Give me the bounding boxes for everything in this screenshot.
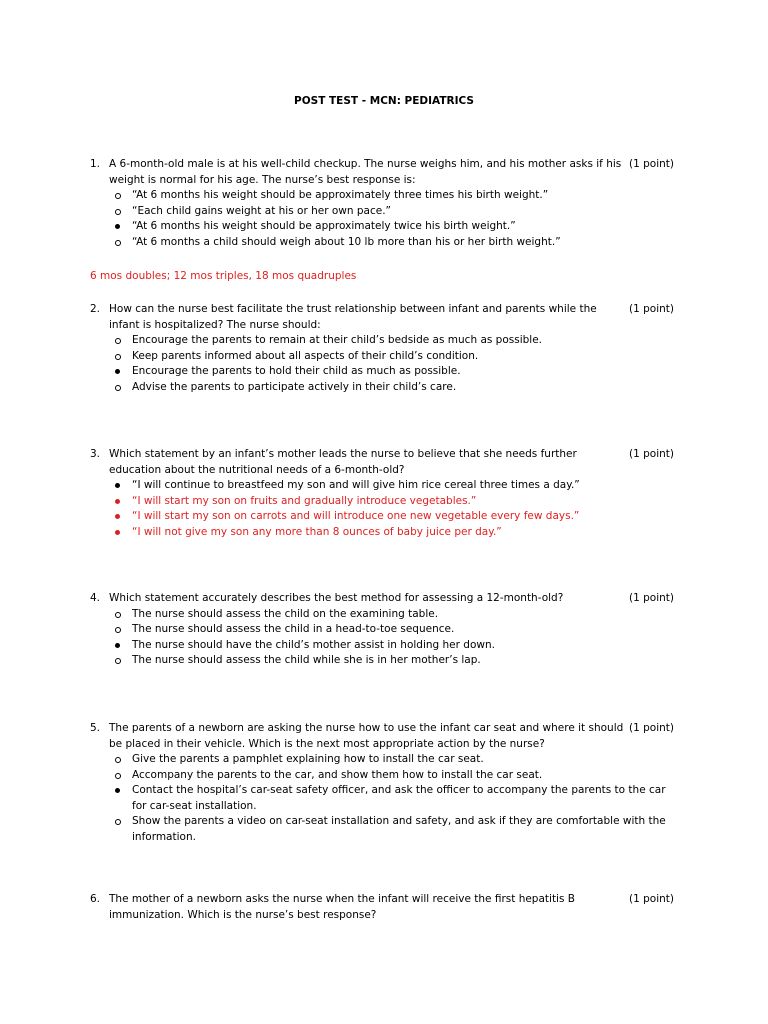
filled-circle-icon bbox=[109, 783, 132, 814]
question-text: How can the nurse best facilitate the trust relationship between infant and parents while the infant is hospitalized? The nurse should: bbox=[109, 303, 597, 331]
answer-text: “At 6 months a child should weigh about 10 lb more than his or her birth weight.” bbox=[132, 235, 561, 248]
question-number: 3. bbox=[90, 448, 101, 460]
answer-text: The nurse should assess the child on the examining table. bbox=[132, 607, 439, 620]
answer-options bbox=[90, 478, 680, 540]
answer-option bbox=[109, 653, 680, 669]
question-number: 2. bbox=[90, 303, 101, 315]
answer-option bbox=[109, 349, 680, 365]
open-circle-icon bbox=[109, 607, 132, 623]
answer-option bbox=[109, 204, 680, 220]
answer-text: Contact the hospital’s car-seat safety officer, and ask the officer to accompany the parents to the car for car-seat installation. bbox=[132, 784, 666, 812]
answer-option bbox=[109, 814, 680, 845]
answer-text: Show the parents a video on car-seat installation and safety, and ask if they are comfortable with the information. bbox=[132, 815, 666, 843]
answer-option-highlighted bbox=[109, 509, 680, 525]
question-points: (1 point) bbox=[629, 303, 674, 315]
answer-options bbox=[90, 188, 680, 250]
answer-options bbox=[90, 333, 680, 395]
question-number: 5. bbox=[90, 722, 101, 734]
answer-text: “I will continue to breastfeed my son and will give him rice cereal three times a day.” bbox=[132, 479, 580, 491]
question-2 bbox=[90, 302, 680, 395]
open-circle-icon bbox=[109, 333, 132, 349]
filled-circle-icon bbox=[109, 364, 132, 380]
answer-option bbox=[109, 380, 680, 396]
question-points: (1 point) bbox=[629, 722, 674, 734]
answer-option bbox=[109, 333, 680, 349]
filled-circle-icon bbox=[109, 509, 132, 525]
question-points: (1 point) bbox=[629, 158, 674, 170]
question-text: The mother of a newborn asks the nurse when the infant will receive the first hepatitis B immunization. Which is the nurse’s best response? bbox=[109, 893, 575, 921]
question-text: Which statement by an infant’s mother leads the nurse to believe that she needs further education about the nutritional needs of a 6-month-old? bbox=[109, 448, 577, 476]
answer-text: “I will not give my son any more than 8 ounces of baby juice per day.” bbox=[132, 525, 502, 538]
answer-option bbox=[109, 622, 680, 638]
open-circle-icon bbox=[109, 814, 132, 845]
answer-text: The nurse should assess the child while she is in her mother’s lap. bbox=[132, 654, 481, 666]
answer-text: “At 6 months his weight should be approximately twice his birth weight.” bbox=[132, 220, 516, 232]
answer-option bbox=[109, 752, 680, 768]
question-1 bbox=[90, 157, 680, 250]
question-points: (1 point) bbox=[629, 592, 674, 604]
answer-text: Advise the parents to participate actively in their child’s care. bbox=[132, 380, 457, 393]
open-circle-icon bbox=[109, 622, 132, 638]
answer-text: Encourage the parents to remain at their child’s bedside as much as possible. bbox=[132, 334, 543, 346]
answer-text: The nurse should have the child’s mother assist in holding her down. bbox=[132, 638, 495, 651]
open-circle-icon bbox=[109, 653, 132, 669]
answer-option bbox=[109, 638, 680, 654]
answer-options bbox=[90, 752, 680, 845]
question-6 bbox=[90, 892, 680, 923]
open-circle-icon bbox=[109, 188, 132, 204]
answer-text: “I will start my son on carrots and will introduce one new vegetable every few days.” bbox=[132, 510, 580, 522]
question-3 bbox=[90, 447, 680, 540]
open-circle-icon bbox=[109, 235, 132, 251]
filled-circle-icon bbox=[109, 638, 132, 654]
answer-option-highlighted bbox=[109, 494, 680, 510]
question-text: The parents of a newborn are asking the nurse how to use the infant car seat and where it should be placed in their vehicle. Which is the next most appropriate action by the nurse? bbox=[109, 722, 624, 750]
open-circle-icon bbox=[109, 204, 132, 220]
question-4 bbox=[90, 591, 680, 669]
answer-text: “I will start my son on fruits and gradually introduce vegetables.” bbox=[132, 494, 477, 507]
answer-text: The nurse should assess the child in a head-to-toe sequence. bbox=[132, 623, 455, 635]
answer-option bbox=[109, 219, 680, 235]
filled-circle-icon bbox=[109, 219, 132, 235]
answer-option bbox=[109, 188, 680, 204]
question-number: 1. bbox=[90, 158, 101, 170]
open-circle-icon bbox=[109, 380, 132, 396]
answer-note: 6 mos doubles; 12 mos triples, 18 mos quadruples bbox=[90, 270, 357, 282]
answer-text: Encourage the parents to hold their child as much as possible. bbox=[132, 365, 461, 377]
answer-option bbox=[109, 783, 680, 814]
question-text: A 6-month-old male is at his well-child checkup. The nurse weighs him, and his mother asks if his weight is normal for his age. The nurse’s best response is: bbox=[109, 158, 622, 186]
answer-option bbox=[109, 364, 680, 380]
answer-text: Give the parents a pamphlet explaining how to install the car seat. bbox=[132, 753, 484, 765]
question-points: (1 point) bbox=[629, 893, 674, 905]
answer-option bbox=[109, 768, 680, 784]
open-circle-icon bbox=[109, 768, 132, 784]
filled-circle-icon bbox=[109, 494, 132, 510]
answer-text: “At 6 months his weight should be approximately three times his birth weight.” bbox=[132, 189, 549, 201]
page-title: POST TEST - MCN: PEDIATRICS bbox=[294, 95, 474, 107]
open-circle-icon bbox=[109, 349, 132, 365]
answer-text: Keep parents informed about all aspects of their child’s condition. bbox=[132, 349, 479, 362]
question-points: (1 point) bbox=[629, 448, 674, 460]
answer-text: Accompany the parents to the car, and show them how to install the car seat. bbox=[132, 768, 543, 781]
open-circle-icon bbox=[109, 752, 132, 768]
answer-option bbox=[109, 235, 680, 251]
answer-options bbox=[90, 607, 680, 669]
question-number: 4. bbox=[90, 592, 101, 604]
answer-option bbox=[109, 478, 680, 494]
filled-circle-icon bbox=[109, 478, 132, 494]
question-text: Which statement accurately describes the best method for assessing a 12-month-old? bbox=[109, 592, 564, 604]
question-5 bbox=[90, 721, 680, 845]
question-number: 6. bbox=[90, 893, 101, 905]
answer-text: “Each child gains weight at his or her own pace.” bbox=[132, 204, 391, 217]
filled-circle-icon bbox=[109, 525, 132, 541]
answer-option bbox=[109, 607, 680, 623]
answer-option-highlighted bbox=[109, 525, 680, 541]
